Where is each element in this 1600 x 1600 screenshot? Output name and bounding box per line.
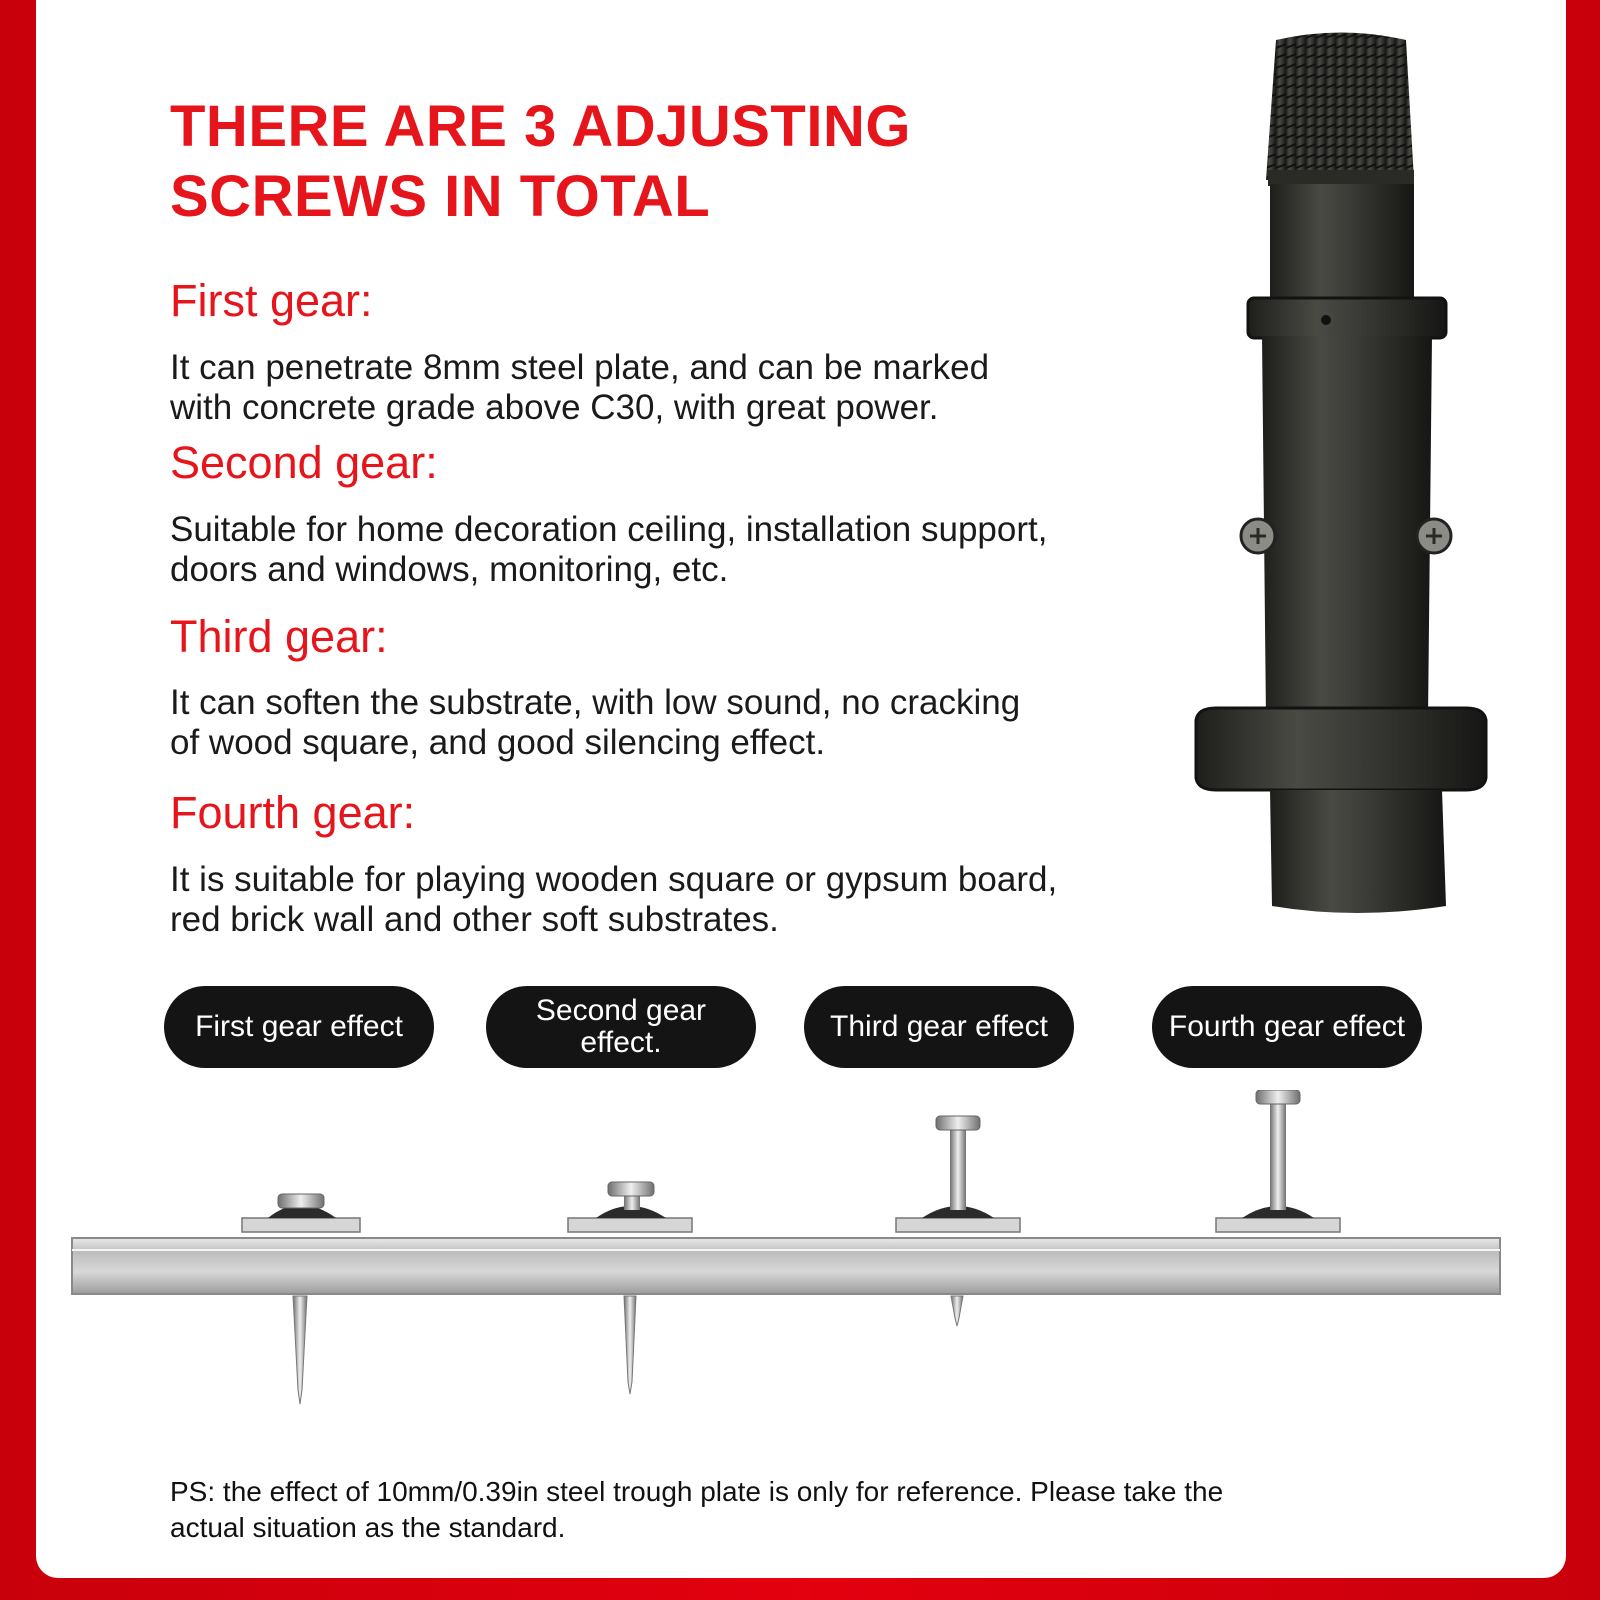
- second-gear-line-1: Suitable for home decoration ceiling, installation support,: [170, 510, 1048, 549]
- screw-icon: [1417, 519, 1451, 553]
- fourth-gear-effect-text: Fourth gear effect: [1168, 1010, 1406, 1043]
- title-line-2: SCREWS IN TOTAL: [170, 164, 711, 229]
- fourth-gear-line-2: red brick wall and other soft substrates.: [170, 900, 779, 939]
- second-gear-effect-text-2: effect.: [580, 1026, 662, 1059]
- first-gear-effect-text: First gear effect: [195, 1010, 403, 1043]
- second-gear-effect-text-1: Second gear: [535, 994, 707, 1027]
- second-gear-effect-label: [486, 986, 756, 1068]
- third-gear-effect-label: [804, 986, 1074, 1068]
- second-gear-title: Second gear:: [170, 437, 438, 488]
- third-gear-line-2: of wood square, and good silencing effect.: [170, 723, 826, 762]
- third-gear-title: Third gear:: [170, 611, 388, 662]
- steel-plate-effect-illustration: [36, 1090, 1566, 1450]
- first-gear-title: First gear:: [170, 275, 373, 326]
- title-line-1: THERE ARE 3 ADJUSTING: [170, 94, 911, 159]
- fourth-gear-line-1: It is suitable for playing wooden square or gypsum board,: [170, 860, 1058, 899]
- note-line-1: PS: the effect of 10mm/0.39in steel trough plate is only for reference. Please take the: [170, 1476, 1224, 1507]
- fourth-gear-effect-label: [1152, 986, 1422, 1068]
- second-gear-line-2: doors and windows, monitoring, etc.: [170, 550, 729, 589]
- first-gear-description: [170, 348, 1210, 428]
- reference-note: [170, 1474, 1390, 1546]
- nail-fourth-gear: [1216, 1090, 1340, 1232]
- note-line-2: actual situation as the standard.: [170, 1512, 566, 1543]
- first-gear-line-1: It can penetrate 8mm steel plate, and can be marked: [170, 348, 990, 387]
- fourth-gear-description: [170, 860, 1210, 940]
- screw-icon: [1241, 519, 1275, 553]
- product-card: [36, 0, 1566, 1578]
- second-gear-description: [170, 510, 1210, 590]
- fourth-gear-title: Fourth gear:: [170, 787, 416, 838]
- third-gear-description: [170, 683, 1210, 763]
- first-gear-line-2: with concrete grade above C30, with great power.: [170, 388, 939, 427]
- third-gear-effect-text: Third gear effect: [830, 1010, 1048, 1043]
- first-gear-effect-label: [164, 986, 434, 1068]
- adapter-shaft-image: [1166, 20, 1506, 920]
- page-title: [170, 92, 911, 232]
- nail-first-gear: [242, 1194, 360, 1404]
- third-gear-line-1: It can soften the substrate, with low sound, no cracking: [170, 683, 1021, 722]
